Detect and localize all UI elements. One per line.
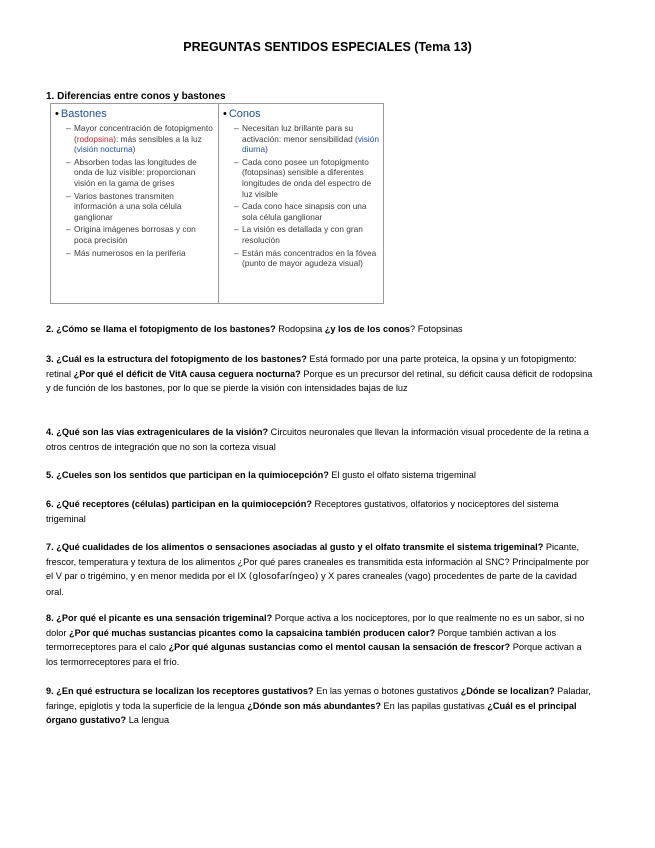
list-item: – Origina imágenes borrosas y con poca precisión	[66, 224, 214, 245]
bastones-header	[55, 108, 214, 120]
question-8: 8. ¿Por qué el picante es una sensación trigeminal? Porque activa a los nociceptores, por lo que realmente no es un sabor, si no dolor ¿Por qué muchas sustancias picantes como la capsaicina también producen calor? Porque también activan a los termorreceptores para el calo ¿Por qué algunas sustancias como el mentol causan la sensación de frescor? Porque activan a los termorreceptores para el frío.	[46, 613, 585, 667]
bastones-header-label: Bastones	[60, 108, 107, 120]
list-item: – Están más concentrados en la fóvea (punto de mayor agudeza visual)	[234, 248, 379, 269]
question-9: 9. ¿En qué estructura se localizan los receptores gustativos? En las yemas o botones gustativos ¿Dónde se localizan? Paladar, faringe, epiglotis y toda la superficie de la lengua ¿Dónde son más abundantes? En las papilas gustativas ¿Cuál es el principal órgano gustativo? La lengua	[46, 686, 591, 726]
question-3: 3. ¿Cuál es la estructura del fotopigmento de los bastones? Está formado por una parte proteica, la opsina y un fotopigmento: retinal ¿Por qué el déficit de VitA causa ceguera nocturna? Porque es un precursor del retinal, su déficit causa déficit de rodopsina y de función de los bastones, por lo que se pierde la visión con intensidades bajas de luz	[46, 354, 593, 394]
question-4: 4. ¿Qué son las vías extrageniculares de la visión? Circuitos neuronales que llevan la información visual procedente de la retina a otros centros de integración que no son la corteza visual	[46, 427, 589, 452]
list-item: – Varios bastones transmiten información a una sola célula ganglionar	[66, 191, 214, 223]
list-item: – Cada cono posee un fotopigmento (fotopsinas) sensible a diferentes longitudes de onda del espectro de luz visible	[234, 157, 379, 199]
conos-header-label: Conos	[228, 108, 261, 120]
page-title: PREGUNTAS SENTIDOS ESPECIALES (Tema 13)	[183, 40, 472, 54]
list-item: – Cada cono hace sinapsis con una sola célula ganglionar	[234, 201, 379, 222]
bullet-icon: •	[223, 108, 227, 120]
bullet-icon: •	[55, 108, 59, 120]
list-item: – Absorben todas las longitudes de onda de luz visible: proporcionan visión en la gama de grises	[66, 157, 214, 189]
list-item: – Necesitan luz brillante para su activación: menor sensibilidad (visión diurna)	[234, 123, 379, 155]
question-1-heading: 1. Diferencias entre conos y bastones	[46, 91, 226, 102]
question-5: 5. ¿Cueles son los sentidos que participan en la quimiocepción? El gusto el olfato sistema trigeminal	[46, 470, 476, 480]
conos-column	[219, 104, 383, 303]
question-7: 7. ¿Qué cualidades de los alimentos o sensaciones asociadas al gusto y el olfato transmite el sistema trigeminal? Picante, frescor, temperatura y textura de los alimentos ¿Por qué pares craneales es transmitida esta información al SNC? Principalmente por el V par o trigémino, y en menor medida por el IX (glosofaríngeo) y X pares craneales (vago) procedentes de parte de la cavidad oral.	[46, 542, 589, 597]
list-item: – Mayor concentración de fotopigmento (rodopsina): más sensibles a la luz (visión nocturna)	[66, 123, 214, 155]
conos-list	[223, 123, 379, 269]
conos-header	[223, 108, 379, 120]
bastones-list	[55, 123, 214, 258]
list-item: – Más numerosos en la periferia	[66, 248, 214, 259]
question-2: 2. ¿Cómo se llama el fotopigmento de los bastones? Rodopsina ¿y los de los conos? Fotopsinas	[46, 324, 463, 334]
comparison-table	[50, 103, 384, 304]
bastones-column	[51, 104, 219, 303]
list-item: – La visión es detallada y con gran resolución	[234, 224, 379, 245]
question-6: 6. ¿Qué receptores (células) participan en la quimiocepción? Receptores gustativos, olfatorios y nociceptores del sistema trigeminal	[46, 499, 559, 524]
